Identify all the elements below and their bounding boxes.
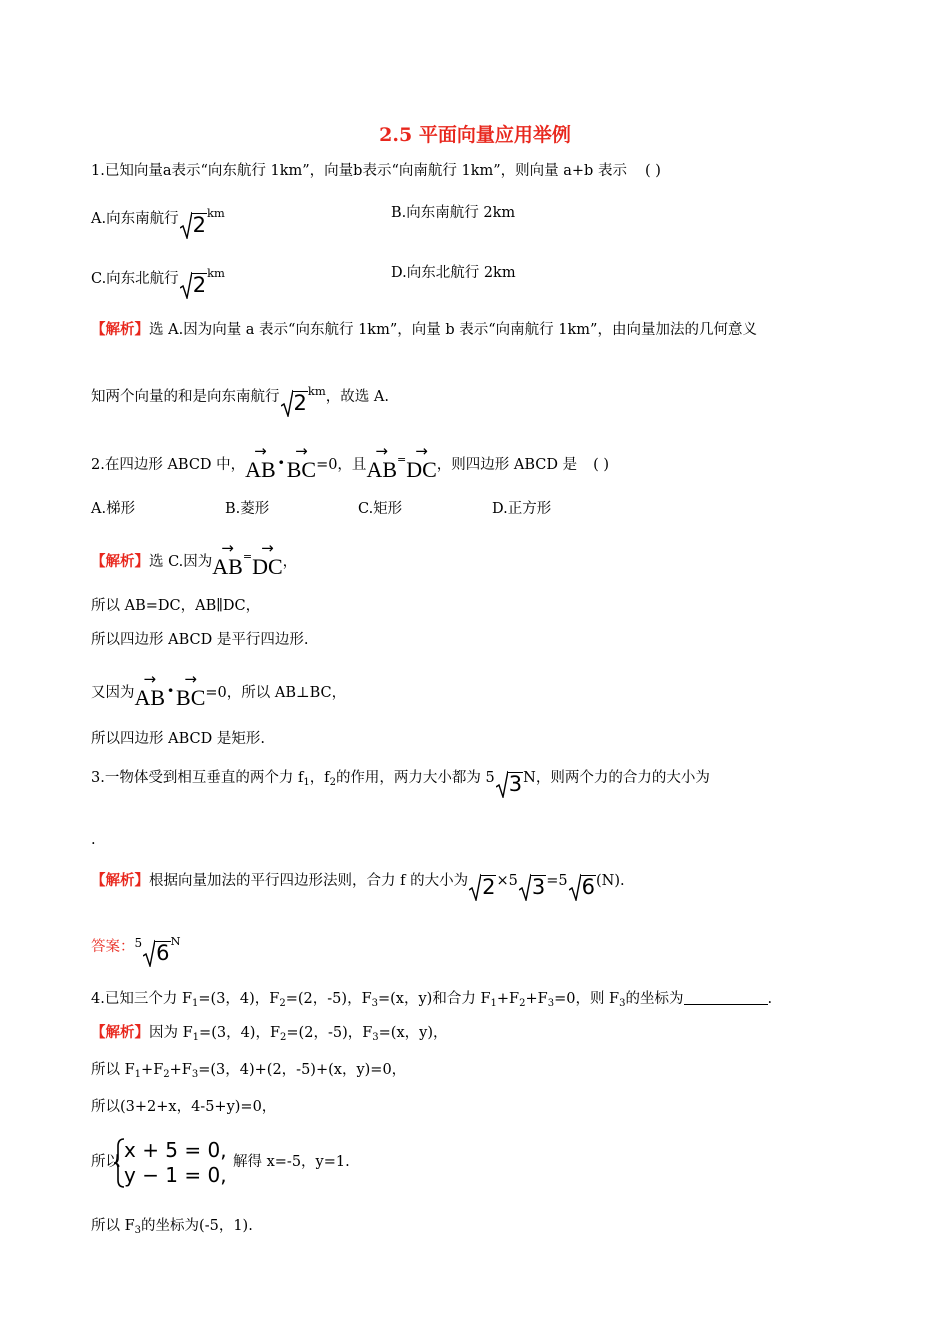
sqrt-2: 2 [281, 391, 308, 414]
vector-bc: → BC [176, 670, 206, 710]
sqrt-3: 3 [496, 772, 523, 795]
sqrt-3: 3 [519, 875, 546, 898]
q4-analysis-line5: 所以 $F_3$的坐标为(-5，1). [91, 1218, 253, 1236]
q3-answer: 答案：$^5$ $6^N$ [91, 934, 181, 965]
q2-option-c: C.矩形 [358, 501, 403, 517]
q2-analysis-line5: 所以四边形 ABCD 是矩形. [91, 731, 265, 747]
q1-stem: 1.已知向量a表示“向东航行 1km”，向量b表示“向南航行 1km”，则向量 a+b 表示 ( ) [91, 163, 661, 179]
vector-bc: → BC [286, 442, 317, 482]
q4-stem: 4.已知三个力 $F_1=(3$，4)，$F_2=(2$，-5)，$F_3=(x$，y)和合力 $F_1+F_2+F_3=0$，则 $F_3$的坐标为 . [91, 991, 773, 1009]
vector-dc: → DC [406, 442, 437, 482]
q3-analysis: 【解析】根据向量加法的平行四边形法则，合力 f 的大小为 2×5 3=5 6(N). [91, 872, 625, 899]
sqrt-2: 2 [180, 273, 207, 296]
q1-analysis: 【解析】选 A.因为向量 a 表示“向东航行 1km”，向量 b 表示“向南航行 1km”，由向量加法的几何意义 [91, 321, 757, 338]
q4-analysis-line3: 所以(3+2+x，4-5+y)=0， [91, 1099, 277, 1115]
q1-analysis-line2: 知两个向量的和是向东南航行 $2^{km}$，故选 A. [91, 384, 389, 415]
vector-ab: → AB [134, 670, 166, 710]
vector-dc: → DC [252, 539, 283, 579]
answer-blank [684, 1004, 768, 1005]
q2-analysis-line3: 所以四边形 ABCD 是平行四边形. [91, 632, 309, 648]
vector-ab: → AB [212, 539, 243, 579]
q3-answer-blank: . [91, 832, 96, 848]
vector-ab: → AB [366, 442, 397, 482]
sqrt-6: 6 [143, 941, 170, 964]
equation-line-1: x + 5 = 0, [124, 1138, 227, 1162]
sqrt-6: 6 [569, 875, 596, 898]
q2-option-a: A.梯形 [91, 501, 136, 517]
sqrt-2: 2 [469, 875, 496, 898]
q1-option-a: A.向东南航行 $2^{km}$ [91, 206, 225, 237]
q1-option-d: D.向东北航行 2km [391, 265, 516, 281]
q4-analysis-line2: 所以 $F_1+F_2+F_3=(3$，4)+(2，-5)+(x，y)=0， [91, 1062, 407, 1080]
q2-analysis-line2: 所以 AB=DC，AB∥DC， [91, 598, 261, 614]
q1-option-c: C.向东北航行 $2^{km}$ [91, 266, 225, 297]
q2-analysis-line4: 又因为 → AB · → BC=0，所以 AB⊥BC， [91, 670, 347, 710]
q2-analysis: 【解析】选 C.因为 → AB= → DC， [91, 539, 298, 579]
q2-option-d: D.正方形 [492, 501, 552, 517]
q2-stem: 2.在四边形 ABCD 中， → AB · → BC=0，且 → AB= → DC，则四边形 ABCD 是 ( ) [91, 442, 610, 482]
sqrt-2: 2 [180, 213, 207, 236]
equation-line-2: y − 1 = 0, [124, 1163, 227, 1187]
q4-analysis: 【解析】因为 $F_1=(3$，4)，$F_2=(2$，-5)，$F_3=(x$，y)， [91, 1024, 448, 1043]
q3-stem: 3.一物体受到相互垂直的两个力 $f_1$，$f_2$的作用，两力大小都为 5 3N，则两个力的合力的大小为 [91, 770, 710, 796]
q1-option-b: B.向东南航行 2km [391, 205, 516, 221]
vector-ab: → AB [245, 442, 276, 482]
page-title: 2.5 平面向量应用举例 [379, 124, 571, 146]
q2-option-b: B.菱形 [225, 501, 270, 517]
